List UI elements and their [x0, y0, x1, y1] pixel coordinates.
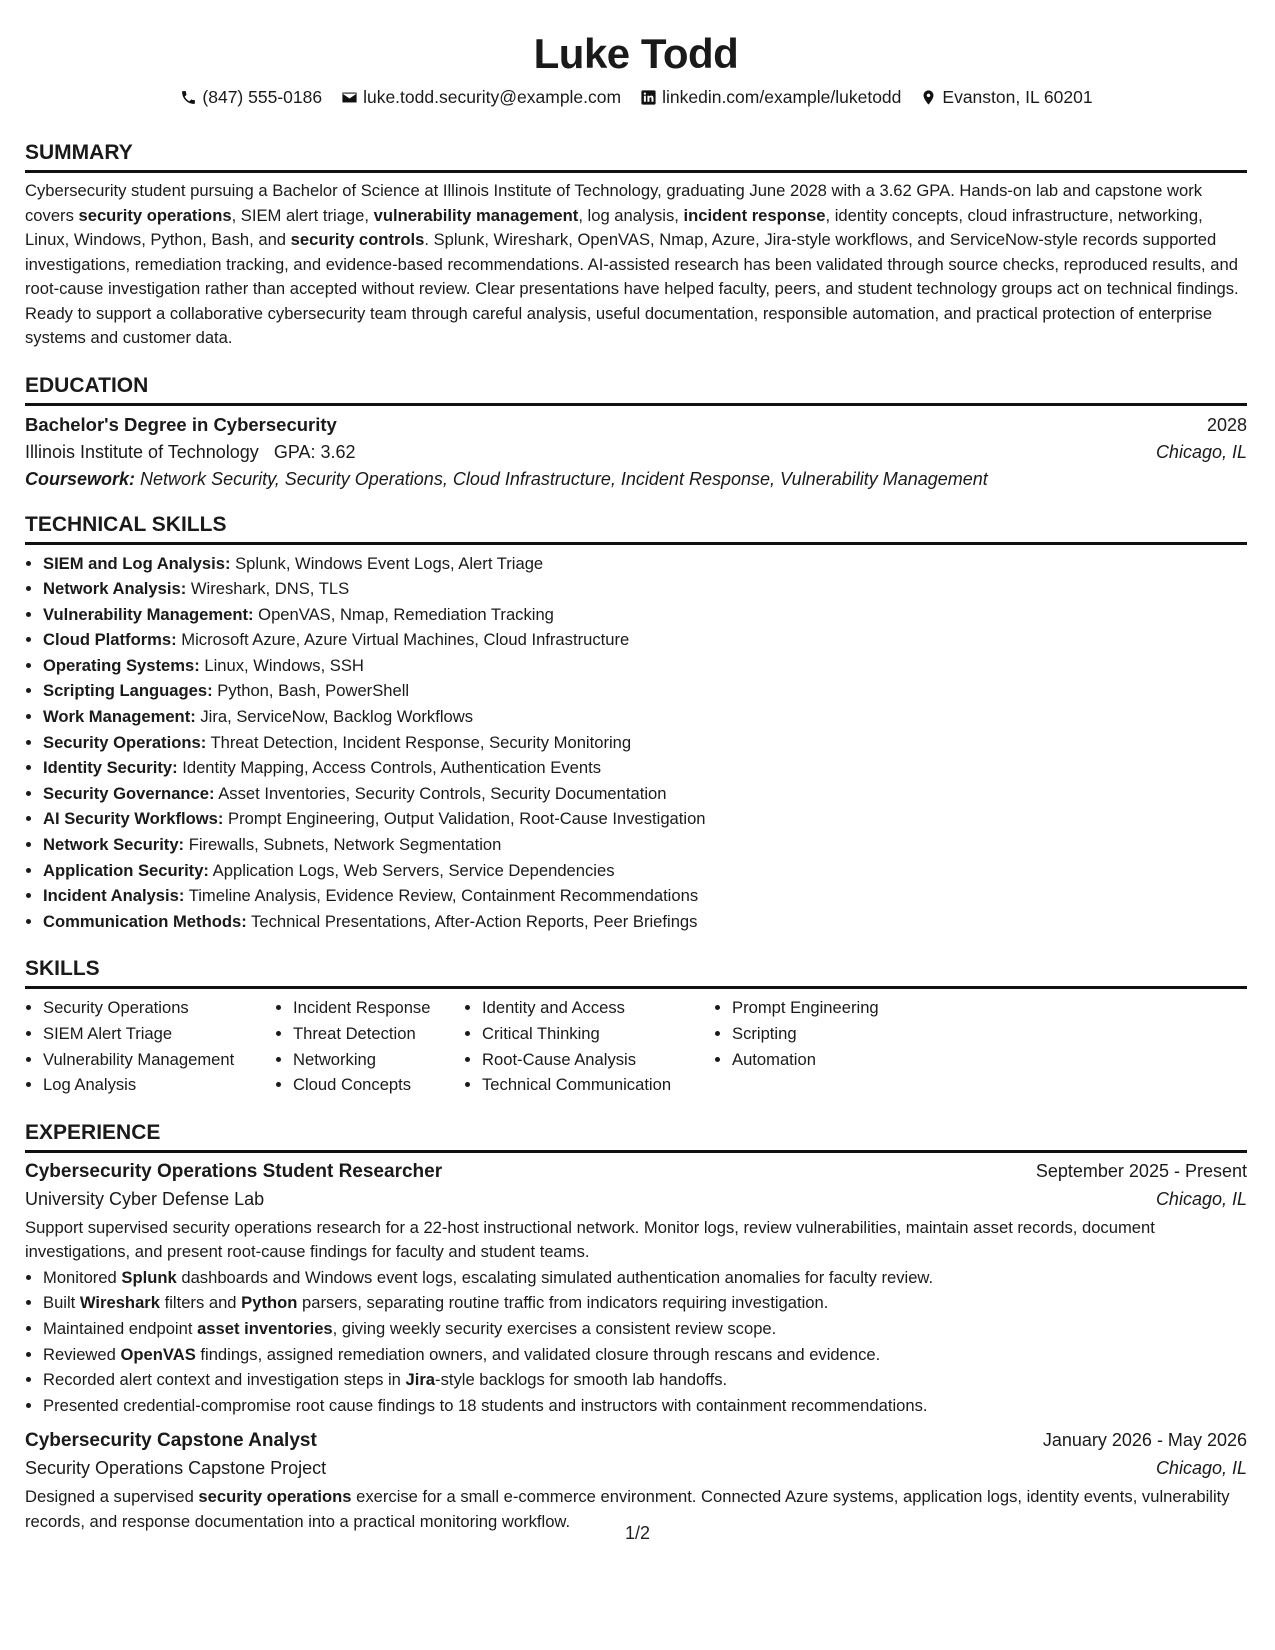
summary-text: , log analysis, — [578, 205, 684, 225]
technical-skill-value: Firewalls, Subnets, Network Segmentation — [184, 835, 502, 855]
job-location: Chicago, IL — [1155, 1188, 1247, 1209]
job-description-text: Designed a supervised — [25, 1487, 199, 1507]
skill-item: • Security Operations — [43, 995, 275, 1021]
job-bullet — [43, 1367, 1247, 1393]
technical-skill-value: Technical Presentations, After-Action Reports, Peer Briefings — [246, 911, 698, 931]
skill-item: • Identity and Access — [482, 995, 714, 1021]
graduation-year: 2028 — [1206, 414, 1247, 435]
email-text: luke.todd.security@example.com — [363, 87, 622, 107]
job-bullets — [25, 1265, 1247, 1419]
job-title: Cybersecurity Operations Student Researcher — [25, 1160, 443, 1182]
contact-linkedin[interactable] — [639, 86, 901, 108]
skills-grid — [25, 995, 1247, 1097]
job-org-row — [25, 1458, 1247, 1479]
technical-skill-label: Network Analysis: — [43, 579, 187, 599]
job-bullet-bold-text: asset inventories — [197, 1318, 333, 1338]
job-bullet-bold-text: OpenVAS — [120, 1344, 196, 1364]
school-line — [25, 442, 356, 463]
technical-skill-value: OpenVAS, Nmap, Remediation Tracking — [253, 604, 554, 624]
technical-skill-value: Timeline Analysis, Evidence Review, Containment Recommendations — [184, 886, 699, 906]
summary-bold-text: security operations — [78, 205, 232, 225]
technical-skill-label: Incident Analysis: — [43, 886, 185, 906]
skills-section — [25, 956, 1247, 1097]
job-bullet-bold-text: Jira — [405, 1370, 436, 1390]
job-bullet-text: , giving weekly security exercises a consistent review scope. — [332, 1318, 777, 1338]
envelope-icon — [340, 88, 358, 106]
summary-text: , identity concepts, cloud infrastructure, networking, Linux, Windows, Python, Bash, and — [25, 205, 1203, 249]
technical-skill-label: Identity Security: — [43, 758, 178, 778]
technical-skill-item — [43, 627, 1247, 653]
skill-item: • Cloud Concepts — [293, 1072, 464, 1098]
summary-text: . Splunk, Wireshark, OpenVAS, Nmap, Azure, Jira-style workflows, and ServiceNow-style records supported investigations, remediation tracking, and evidence-based recommendations. AI-assisted research has been validated through source checks, reproduced results, and root-cause investigation rather than accepted without review. Clear presentations have helped faculty, peers, and student technology groups act on technical findings. Ready to support a collaborative cybersecurity team through careful analysis, useful documentation, responsible automation, and practical protection of enterprise systems and customer data. — [25, 230, 1239, 347]
job-entry — [25, 1430, 1247, 1534]
summary-text: , SIEM alert triage, — [231, 205, 374, 225]
job-bullet — [43, 1342, 1247, 1368]
job-bullet-text: filters and — [159, 1293, 242, 1313]
job-description-text: exercise for a small e-commerce environment. Connected Azure systems, application logs, identity events, vulnerability records, and response documentation into a practical monitoring workflow. — [25, 1487, 1230, 1531]
skills-heading: SKILLS — [25, 956, 1247, 989]
technical-skill-label: Operating Systems: — [43, 655, 200, 675]
technical-skills-section — [25, 512, 1247, 935]
job-description-text: Support supervised security operations research for a 22-host instructional network. Monitor logs, review vulnerabilities, maintain asset records, document investigations, and present root-cause findings for faculty and student teams. — [25, 1217, 1155, 1262]
job-bullet — [43, 1393, 1247, 1419]
summary-section — [25, 140, 1247, 351]
technical-skill-item — [43, 806, 1247, 832]
page-number: 1/2 — [624, 1523, 651, 1543]
summary-heading: SUMMARY — [25, 140, 1247, 173]
skill-item: • Networking — [293, 1047, 464, 1073]
technical-skill-label: AI Security Workflows: — [43, 809, 224, 829]
technical-skill-item — [43, 909, 1247, 935]
job-dates: September 2025 - Present — [1035, 1160, 1247, 1181]
technical-skill-label: Vulnerability Management: — [43, 604, 254, 624]
degree-title: Bachelor's Degree in Cybersecurity — [25, 413, 337, 435]
technical-skill-item — [43, 781, 1247, 807]
technical-skill-item — [43, 551, 1247, 577]
school-location: Chicago, IL — [1155, 441, 1247, 462]
location-text: Evanston, IL 60201 — [942, 87, 1093, 107]
skill-item: • Automation — [732, 1047, 972, 1073]
job-bullet-text: Maintained endpoint — [43, 1318, 198, 1338]
resume-page — [25, 20, 1247, 1534]
education-heading: EDUCATION — [25, 373, 1247, 406]
job-org-row — [25, 1189, 1247, 1210]
job-organization: University Cyber Defense Lab — [25, 1188, 265, 1209]
skill-item: • Prompt Engineering — [732, 995, 972, 1021]
job-bullet-text: Monitored — [43, 1267, 122, 1287]
technical-skill-label: Application Security: — [43, 860, 209, 880]
skill-item: • Root-Cause Analysis — [482, 1047, 714, 1073]
technical-skill-item — [43, 653, 1247, 679]
job-header-row — [25, 1430, 1247, 1452]
technical-skill-value: Application Logs, Web Servers, Service Dependencies — [208, 860, 615, 880]
job-bullet-bold-text: Wireshark — [79, 1293, 160, 1313]
summary-bold-text: security controls — [290, 230, 425, 249]
education-section — [25, 373, 1247, 490]
summary-text: Cybersecurity student pursuing a Bachelor of Science at Illinois Institute of Technology, graduating June 2028 with a 3.62 GPA. Hands-on lab and capstone work covers — [25, 181, 1203, 225]
technical-skill-item — [43, 678, 1247, 704]
contact-location — [919, 86, 1092, 108]
phone-text: (847) 555-0186 — [202, 87, 323, 107]
coursework-line — [25, 469, 1247, 490]
technical-skill-label: Work Management: — [43, 707, 196, 727]
skill-item: • Scripting — [732, 1021, 972, 1047]
technical-skills-heading: TECHNICAL SKILLS — [25, 512, 1247, 545]
job-entry — [25, 1161, 1247, 1419]
technical-skill-label: Communication Methods: — [43, 911, 247, 931]
job-bullet — [43, 1316, 1247, 1342]
job-bullet-text: parsers, separating routine traffic from indicators requiring investigation. — [297, 1293, 829, 1313]
job-bullet — [43, 1290, 1247, 1316]
technical-skill-item — [43, 755, 1247, 781]
technical-skill-value: Wireshark, DNS, TLS — [186, 579, 350, 599]
skill-item: • Log Analysis — [43, 1072, 275, 1098]
skills-column — [25, 995, 275, 1097]
technical-skill-item — [43, 883, 1247, 909]
job-bullet-text: Presented credential-compromise root cause findings to 18 students and instructors with containment recommendations. — [43, 1395, 928, 1415]
experience-heading: EXPERIENCE — [25, 1120, 1247, 1153]
job-bullet-bold-text: Splunk — [121, 1267, 177, 1287]
technical-skills-list — [25, 551, 1247, 935]
job-description — [25, 1216, 1247, 1265]
technical-skill-label: Security Governance: — [43, 783, 215, 803]
technical-skill-value: Linux, Windows, SSH — [199, 655, 364, 675]
job-bullet-text: Reviewed — [43, 1344, 121, 1364]
skill-item: • SIEM Alert Triage — [43, 1021, 275, 1047]
experience-section — [25, 1120, 1247, 1535]
skill-item: • Technical Communication — [482, 1072, 714, 1098]
candidate-name: Luke Todd — [533, 30, 739, 77]
skills-column — [464, 995, 714, 1097]
summary-bold-text: vulnerability management — [373, 205, 579, 225]
technical-skill-value: Identity Mapping, Access Controls, Authentication Events — [177, 758, 601, 778]
education-row-2 — [25, 442, 1247, 463]
coursework-list: Network Security, Security Operations, Cloud Infrastructure, Incident Response, Vulnerability Management — [140, 468, 988, 489]
coursework-label: Coursework: — [25, 468, 136, 489]
job-organization: Security Operations Capstone Project — [25, 1458, 327, 1479]
linkedin-text: linkedin.com/example/luketodd — [662, 87, 902, 107]
technical-skill-value: Threat Detection, Incident Response, Security Monitoring — [206, 732, 632, 752]
technical-skill-value: Asset Inventories, Security Controls, Security Documentation — [214, 783, 667, 803]
technical-skill-value: Python, Bash, PowerShell — [212, 681, 410, 701]
job-dates: January 2026 - May 2026 — [1042, 1430, 1247, 1451]
phone-icon — [179, 88, 197, 106]
job-description-bold-text: security operations — [198, 1487, 352, 1507]
technical-skill-label: SIEM and Log Analysis: — [43, 553, 231, 573]
technical-skill-value: Microsoft Azure, Azure Virtual Machines, Cloud Infrastructure — [176, 630, 630, 650]
job-bullet-text: findings, assigned remediation owners, and validated closure through rescans and evidence. — [195, 1344, 881, 1364]
skill-item: • Vulnerability Management — [43, 1047, 275, 1073]
skills-column — [275, 995, 464, 1097]
technical-skill-item — [43, 602, 1247, 628]
job-bullet — [43, 1265, 1247, 1291]
contact-email[interactable] — [340, 86, 621, 108]
summary-bold-text: incident response — [683, 205, 826, 225]
technical-skill-item — [43, 704, 1247, 730]
job-bullet-text: Built — [43, 1293, 80, 1313]
summary-text — [25, 179, 1247, 351]
job-bullet-text: dashboards and Windows event logs, escalating simulated authentication anomalies for faculty review. — [176, 1267, 934, 1287]
technical-skill-value: Splunk, Windows Event Logs, Alert Triage — [230, 553, 544, 573]
skill-item: • Threat Detection — [293, 1021, 464, 1047]
contact-bar — [25, 86, 1247, 108]
job-title: Cybersecurity Capstone Analyst — [25, 1430, 317, 1452]
technical-skill-item — [43, 832, 1247, 858]
skills-column — [714, 995, 972, 1097]
map-pin-icon — [919, 88, 937, 106]
technical-skill-item — [43, 730, 1247, 756]
job-location: Chicago, IL — [1155, 1458, 1247, 1479]
skill-item: • Incident Response — [293, 995, 464, 1021]
job-bullet-bold-text: Python — [241, 1293, 298, 1313]
job-header-row — [25, 1161, 1247, 1183]
gpa: GPA: 3.62 — [273, 441, 356, 462]
technical-skill-value: Prompt Engineering, Output Validation, Root-Cause Investigation — [223, 809, 706, 829]
technical-skill-item — [43, 576, 1247, 602]
education-row-1 — [25, 414, 1247, 436]
school-name: Illinois Institute of Technology — [25, 441, 259, 462]
technical-skill-item — [43, 858, 1247, 884]
experience-list — [25, 1161, 1247, 1535]
linkedin-icon — [639, 88, 657, 106]
technical-skill-label: Security Operations: — [43, 732, 207, 752]
skill-item: • Critical Thinking — [482, 1021, 714, 1047]
technical-skill-value: Jira, ServiceNow, Backlog Workflows — [195, 707, 474, 727]
technical-skill-label: Cloud Platforms: — [43, 630, 177, 650]
job-bullet-text: Recorded alert context and investigation steps in — [43, 1370, 406, 1390]
technical-skill-label: Network Security: — [43, 835, 185, 855]
technical-skill-label: Scripting Languages: — [43, 681, 213, 701]
job-bullet-text: -style backlogs for smooth lab handoffs. — [435, 1370, 728, 1390]
contact-phone[interactable] — [179, 86, 322, 108]
